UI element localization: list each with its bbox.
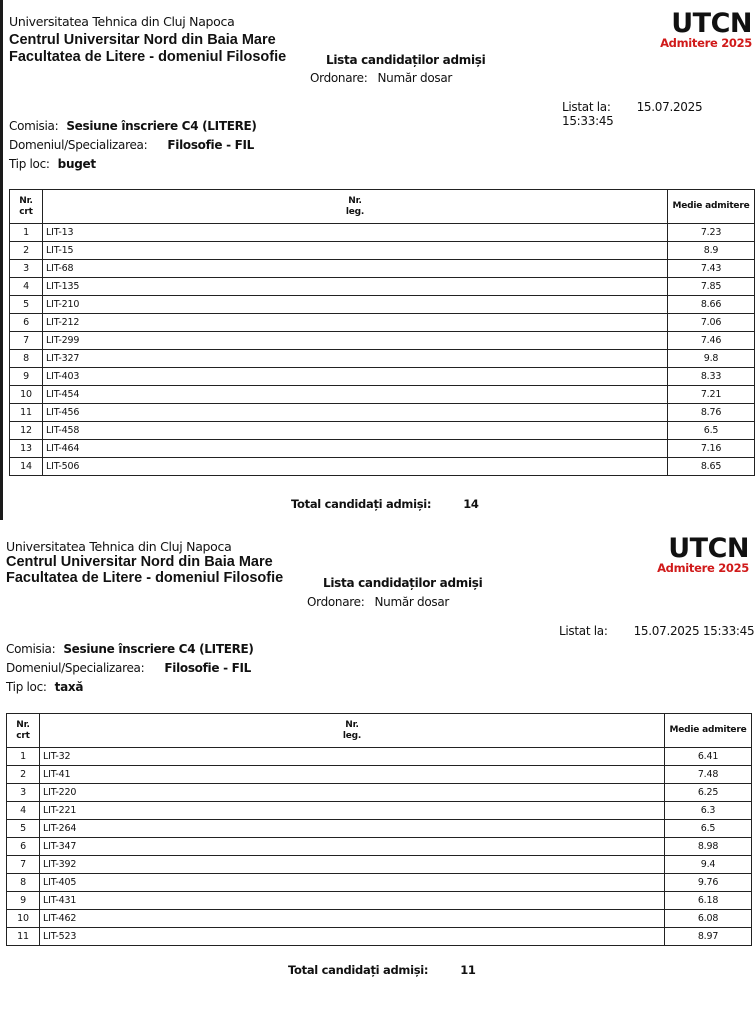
cell-nr-leg: LIT-264 [40, 820, 665, 838]
table-row [7, 766, 752, 784]
domeniu-label: Domeniul/Specializarea: [6, 661, 145, 675]
candidates-table [6, 713, 752, 946]
ordonare [310, 71, 452, 85]
header-nr-leg: Nr. leg. [40, 714, 665, 748]
cell-nr-crt: 2 [7, 766, 40, 784]
header-medie: Medie admitere [665, 714, 752, 748]
logo-subtitle: Admitere 2025 [657, 561, 749, 575]
comisia [9, 117, 257, 136]
header-nr-leg: Nr. leg. [43, 190, 668, 224]
ordonare-label: Ordonare: [307, 595, 365, 609]
header-nr-crt: Nr. crt [7, 714, 40, 748]
cell-nr-crt: 13 [10, 440, 43, 458]
table-row [10, 422, 755, 440]
cell-nr-leg: LIT-221 [40, 802, 665, 820]
table-row [7, 928, 752, 946]
cell-medie: 7.48 [665, 766, 752, 784]
cell-nr-crt: 14 [10, 458, 43, 476]
cell-nr-leg: LIT-523 [40, 928, 665, 946]
table-row [10, 440, 755, 458]
faculty-name: Facultatea de Litere - domeniul Filosofie [9, 49, 287, 65]
cell-nr-crt: 10 [7, 910, 40, 928]
comisia-value: Sesiune înscriere C4 (LITERE) [66, 119, 257, 133]
table-row [10, 296, 755, 314]
domeniu-value: Filosofie - FIL [167, 138, 255, 152]
cell-nr-crt: 10 [10, 386, 43, 404]
tip-loc-value: taxă [54, 680, 84, 694]
cell-medie: 7.23 [668, 224, 755, 242]
table-row [7, 892, 752, 910]
total-label: Total candidați admiși: [291, 497, 432, 511]
table-row [7, 874, 752, 892]
total-admitted [291, 497, 479, 511]
listat-value: 15.07.2025 15:33:45 [633, 624, 755, 638]
cell-nr-leg: LIT-220 [40, 784, 665, 802]
table-row [7, 748, 752, 766]
cell-medie: 8.76 [668, 404, 755, 422]
cell-medie: 7.85 [668, 278, 755, 296]
cell-nr-crt: 11 [7, 928, 40, 946]
cell-nr-crt: 4 [10, 278, 43, 296]
tip-loc-value: buget [57, 157, 96, 171]
table-row [7, 838, 752, 856]
cell-nr-leg: LIT-135 [43, 278, 668, 296]
cell-medie: 6.5 [665, 820, 752, 838]
cell-nr-leg: LIT-431 [40, 892, 665, 910]
table-row [10, 224, 755, 242]
cell-nr-crt: 4 [7, 802, 40, 820]
cell-nr-crt: 9 [7, 892, 40, 910]
table-row [10, 314, 755, 332]
left-edge-bar [0, 0, 3, 520]
listat-label: Listat la: [562, 100, 611, 114]
ordonare-label: Ordonare: [310, 71, 368, 85]
cell-nr-leg: LIT-13 [43, 224, 668, 242]
logo-subtitle: Admitere 2025 [660, 36, 752, 50]
cell-nr-leg: LIT-212 [43, 314, 668, 332]
cell-nr-crt: 5 [10, 296, 43, 314]
cell-medie: 9.8 [668, 350, 755, 368]
tip-loc-label: Tip loc: [6, 680, 47, 694]
cell-nr-leg: LIT-15 [43, 242, 668, 260]
listat-label: Listat la: [559, 624, 608, 638]
cell-nr-crt: 2 [10, 242, 43, 260]
total-label: Total candidați admiși: [288, 963, 429, 977]
comisia [6, 640, 254, 659]
cell-nr-leg: LIT-327 [43, 350, 668, 368]
cell-medie: 6.08 [665, 910, 752, 928]
ordonare-value: Număr dosar [374, 595, 450, 609]
university-name: Universitatea Tehnica din Cluj Napoca [6, 539, 232, 554]
comisia-label: Comisia: [6, 642, 56, 656]
university-name: Universitatea Tehnica din Cluj Napoca [9, 14, 235, 29]
utcn-logo [657, 535, 749, 575]
tip-loc [9, 155, 257, 174]
logo-text: UTCN [668, 533, 749, 564]
cell-medie: 7.06 [668, 314, 755, 332]
cell-medie: 8.66 [668, 296, 755, 314]
domeniu [9, 136, 257, 155]
cell-nr-crt: 3 [7, 784, 40, 802]
tip-loc [6, 678, 254, 697]
cell-nr-leg: LIT-464 [43, 440, 668, 458]
ordonare-value: Număr dosar [377, 71, 453, 85]
table-row [10, 278, 755, 296]
table-row [7, 910, 752, 928]
cell-medie: 6.18 [665, 892, 752, 910]
comisia-value: Sesiune înscriere C4 (LITERE) [63, 642, 254, 656]
comisia-label: Comisia: [9, 119, 59, 133]
candidates-table [9, 189, 755, 476]
cell-nr-crt: 3 [10, 260, 43, 278]
cell-medie: 8.65 [668, 458, 755, 476]
domeniu-label: Domeniul/Specializarea: [9, 138, 148, 152]
list-title: Lista candidaților admiși [323, 576, 483, 590]
faculty-name: Facultatea de Litere - domeniul Filosofie [6, 570, 284, 586]
table-row [10, 404, 755, 422]
cell-nr-crt: 6 [10, 314, 43, 332]
cell-nr-leg: LIT-405 [40, 874, 665, 892]
total-value: 11 [460, 963, 476, 977]
table-row [7, 784, 752, 802]
utcn-logo [660, 10, 752, 50]
domeniu-value: Filosofie - FIL [164, 661, 252, 675]
list-title: Lista candidaților admiși [326, 53, 486, 67]
tip-loc-label: Tip loc: [9, 157, 50, 171]
logo-text: UTCN [671, 8, 752, 39]
cell-nr-leg: LIT-347 [40, 838, 665, 856]
cell-nr-leg: LIT-68 [43, 260, 668, 278]
cell-medie: 6.3 [665, 802, 752, 820]
cell-medie: 7.21 [668, 386, 755, 404]
cell-medie: 8.33 [668, 368, 755, 386]
cell-medie: 9.4 [665, 856, 752, 874]
cell-medie: 7.43 [668, 260, 755, 278]
cell-nr-leg: LIT-462 [40, 910, 665, 928]
table-header-row [10, 190, 755, 224]
cell-medie: 8.97 [665, 928, 752, 946]
cell-nr-leg: LIT-454 [43, 386, 668, 404]
cell-nr-crt: 7 [7, 856, 40, 874]
cell-medie: 8.98 [665, 838, 752, 856]
table-header-row [7, 714, 752, 748]
cell-medie: 7.46 [668, 332, 755, 350]
cell-nr-leg: LIT-506 [43, 458, 668, 476]
table-row [10, 260, 755, 278]
cell-nr-crt: 6 [7, 838, 40, 856]
cell-nr-leg: LIT-210 [43, 296, 668, 314]
cell-medie: 8.9 [668, 242, 755, 260]
total-admitted [288, 963, 476, 977]
center-name: Centrul Universitar Nord din Baia Mare [6, 554, 273, 570]
cell-nr-crt: 12 [10, 422, 43, 440]
cell-nr-leg: LIT-392 [40, 856, 665, 874]
meta-info [9, 117, 257, 174]
table-row [10, 242, 755, 260]
cell-nr-leg: LIT-299 [43, 332, 668, 350]
cell-nr-crt: 1 [7, 748, 40, 766]
table-row [10, 386, 755, 404]
cell-nr-leg: LIT-403 [43, 368, 668, 386]
table-row [7, 802, 752, 820]
listat-la [562, 100, 755, 128]
meta-info [6, 640, 254, 697]
center-name: Centrul Universitar Nord din Baia Mare [9, 32, 276, 48]
table-row [7, 856, 752, 874]
cell-medie: 6.41 [665, 748, 752, 766]
cell-nr-crt: 8 [10, 350, 43, 368]
table-row [10, 350, 755, 368]
cell-nr-crt: 8 [7, 874, 40, 892]
cell-nr-leg: LIT-32 [40, 748, 665, 766]
cell-medie: 7.16 [668, 440, 755, 458]
cell-medie: 9.76 [665, 874, 752, 892]
cell-nr-leg: LIT-41 [40, 766, 665, 784]
cell-nr-leg: LIT-458 [43, 422, 668, 440]
listat-la [559, 624, 754, 638]
cell-medie: 6.5 [668, 422, 755, 440]
header-medie: Medie admitere [668, 190, 755, 224]
header-nr-crt: Nr. crt [10, 190, 43, 224]
cell-nr-crt: 1 [10, 224, 43, 242]
cell-nr-leg: LIT-456 [43, 404, 668, 422]
cell-nr-crt: 11 [10, 404, 43, 422]
listat-value: 15.07.2025 15:33:45 [562, 100, 703, 128]
cell-nr-crt: 9 [10, 368, 43, 386]
ordonare [307, 595, 449, 609]
cell-nr-crt: 5 [7, 820, 40, 838]
domeniu [6, 659, 254, 678]
table-row [10, 332, 755, 350]
total-value: 14 [463, 497, 479, 511]
table-row [7, 820, 752, 838]
cell-medie: 6.25 [665, 784, 752, 802]
table-row [10, 458, 755, 476]
table-row [10, 368, 755, 386]
cell-nr-crt: 7 [10, 332, 43, 350]
